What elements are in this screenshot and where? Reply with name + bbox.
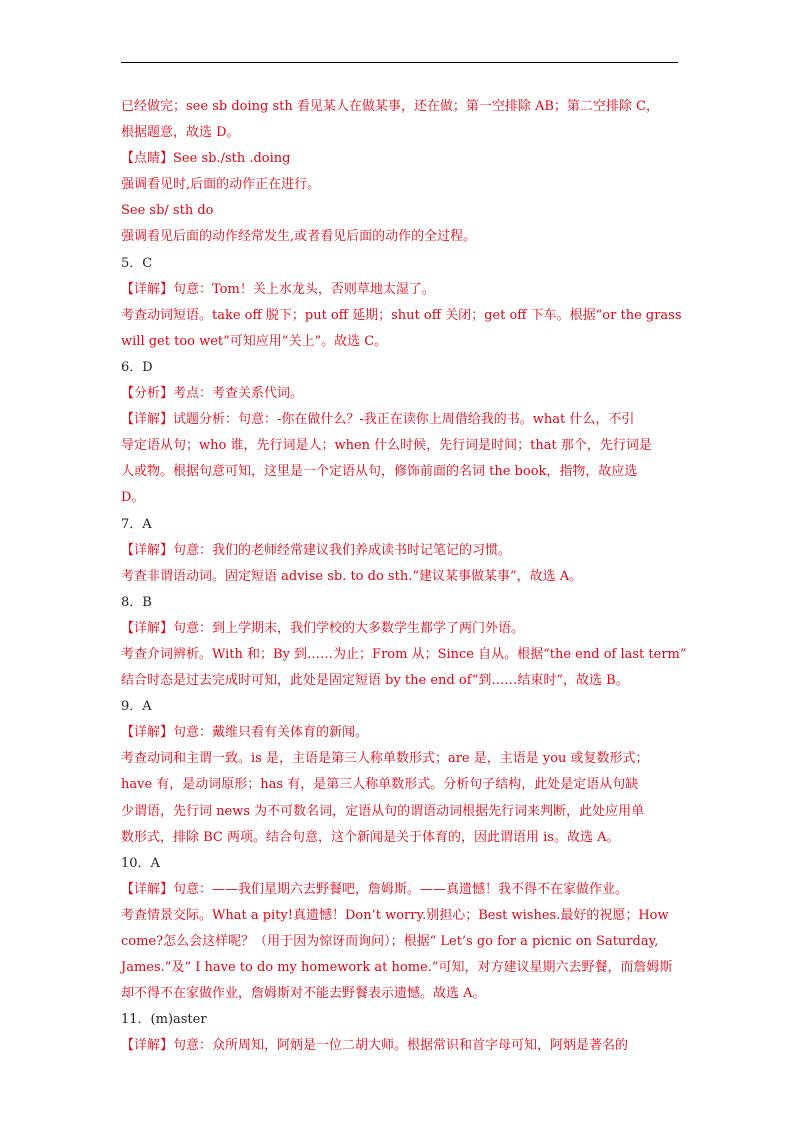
line-text: 却不得不在家做作业，詹姆斯对不能去野餐表示遗憾。故选 A。 bbox=[121, 986, 486, 1002]
line-text: 10．A bbox=[121, 855, 160, 871]
section-tag: 【详解】 bbox=[121, 881, 174, 897]
line-text: 考点：考查关系代词。 bbox=[173, 386, 304, 402]
section-tag: 【点睛】 bbox=[121, 151, 174, 167]
explanation-line bbox=[121, 433, 681, 459]
line-text: See sb./sth .doing bbox=[173, 151, 291, 167]
line-text: 考查情景交际。What a pity!真遗憾！Don’t worry.别担心；Best wishes.最好的祝愿；How bbox=[121, 907, 669, 923]
explanation-line bbox=[121, 929, 681, 955]
line-text: 少谓语，先行词 news 为不可数名词，定语从句的谓语动词根据先行词来判断，此处应用单 bbox=[121, 803, 645, 819]
explanation-line bbox=[121, 146, 681, 172]
section-tag: 【详解】 bbox=[121, 725, 174, 741]
explanation-line bbox=[121, 642, 687, 668]
section-tag: 【详解】 bbox=[121, 1038, 174, 1054]
line-text: 结合时态是过去完成时可知，此处是固定短语 by the end of“到……结束时”，故选 B。 bbox=[121, 673, 629, 689]
line-text: 11．(m)aster bbox=[121, 1012, 207, 1028]
explanation-line bbox=[121, 955, 681, 981]
line-text: 6．D bbox=[121, 359, 153, 375]
explanation-line bbox=[121, 799, 681, 825]
answer-number-line bbox=[121, 1007, 681, 1033]
explanation-line bbox=[121, 172, 681, 198]
line-text: 句意：到上学期末，我们学校的大多数学生都学了两门外语。 bbox=[173, 620, 525, 636]
explanation-line bbox=[121, 407, 681, 433]
explanation-line bbox=[121, 277, 681, 303]
line-text: 已经做完；see sb doing sth 看见某人在做某事，还在做；第一空排除 AB；第二空排除 C， bbox=[121, 99, 660, 114]
line-text: 考查动词和主谓一致。is 是，主语是第三人称单数形式；are 是，主语是 you 或复数形式； bbox=[121, 751, 649, 767]
explanation-line bbox=[121, 981, 681, 1007]
answer-number-line bbox=[121, 355, 681, 381]
line-text: 句意：Tom！关上水龙头，否则草地太湿了。 bbox=[173, 281, 435, 297]
line-text: will get too wet”可知应用“关上”。故选 C。 bbox=[121, 333, 388, 349]
line-text: 根据题意，故选 D。 bbox=[121, 125, 240, 141]
line-text: 7．A bbox=[121, 516, 152, 532]
explanation-line bbox=[121, 485, 681, 511]
answer-number-line bbox=[121, 251, 681, 277]
line-text: 考查非谓语动词。固定短语 advise sb. to do sth.“建议某事做某事”，故选 A。 bbox=[121, 568, 583, 584]
line-text: 强调看见后面的动作经常发生,或者看见后面的动作的全过程。 bbox=[121, 229, 477, 245]
line-text: have 有，是动词原形；has 有，是第三人称单数形式。分析句子结构，此处是定语从句缺 bbox=[121, 777, 639, 793]
line-text: 人或物。根据句意可知，这里是一个定语从句，修饰前面的名词 the book，指物，故应选 bbox=[121, 464, 638, 480]
line-text: 句意：戴维只看有关体育的新闻。 bbox=[173, 725, 369, 741]
line-text: 句意：——我们星期六去野餐吧，詹姆斯。——真遗憾！我不得不在家做作业。 bbox=[173, 881, 629, 897]
explanation-line bbox=[121, 564, 681, 590]
explanation-line bbox=[121, 825, 681, 851]
explanation-line bbox=[121, 720, 681, 746]
line-text: 句意：众所周知，阿炳是一位二胡大师。根据常识和首字母可知，阿炳是著名的 bbox=[173, 1038, 629, 1054]
explanation-line bbox=[121, 329, 681, 355]
answer-number-line bbox=[121, 694, 681, 720]
line-text: D。 bbox=[121, 490, 145, 506]
explanation-line bbox=[121, 746, 681, 772]
line-text: 强调看见时,后面的动作正在进行。 bbox=[121, 177, 321, 193]
explanation-line bbox=[121, 772, 681, 798]
explanation-line bbox=[121, 94, 681, 120]
explanation-line bbox=[121, 381, 681, 407]
explanation-line bbox=[121, 903, 681, 929]
explanation-line bbox=[121, 120, 681, 146]
line-text: 句意：我们的老师经常建议我们养成读书时记笔记的习惯。 bbox=[173, 542, 512, 558]
explanation-line bbox=[121, 303, 681, 329]
section-tag: 【详解】 bbox=[121, 281, 174, 297]
section-tag: 【详解】 bbox=[121, 620, 174, 636]
line-text: 8．B bbox=[121, 594, 152, 610]
line-text: 导定语从句；who 谁，先行词是人；when 什么时候，先行词是时间；that 那个，先行词是 bbox=[121, 438, 652, 454]
section-tag: 【详解】 bbox=[121, 412, 174, 428]
line-text: 5．C bbox=[121, 255, 153, 271]
explanation-line bbox=[121, 459, 681, 485]
document-body bbox=[121, 94, 687, 1059]
line-text: 考查介词辨析。With 和；By 到……为止；From 从；Since 自从。根据“the end of last term” bbox=[121, 646, 687, 662]
line-text: 考查动词短语。take off 脱下；put off 延期；shut off 关闭；get off 下车。根据“or the grass bbox=[121, 307, 682, 323]
section-tag: 【分析】 bbox=[121, 386, 174, 402]
answer-number-line bbox=[121, 590, 681, 616]
explanation-line bbox=[121, 198, 681, 224]
line-text: See sb/ sth do bbox=[121, 203, 214, 219]
explanation-line bbox=[121, 616, 681, 642]
line-text: 试题分析：句意：-你在做什么？-我正在读你上周借给我的书。what 什么，不引 bbox=[173, 412, 635, 428]
explanation-line bbox=[121, 538, 681, 564]
section-tag: 【详解】 bbox=[121, 542, 174, 558]
answer-number-line bbox=[121, 851, 681, 877]
line-text: 9．A bbox=[121, 699, 152, 715]
answer-number-line bbox=[121, 512, 681, 538]
header-rule bbox=[121, 62, 678, 63]
line-text: James.”及“ I have to do my homework at home.”可知，对方建议星期六去野餐，而詹姆斯 bbox=[121, 960, 673, 976]
explanation-line bbox=[121, 877, 681, 903]
explanation-line bbox=[121, 224, 681, 250]
line-text: come?怎么会这样呢？（用于因为惊讶而询问）；根据“ Let’s go for a picnic on Saturday, bbox=[121, 934, 659, 949]
explanation-line bbox=[121, 1033, 681, 1059]
line-text: 数形式，排除 BC 两项。结合句意，这个新闻是关于体育的，因此谓语用 is。故选 A。 bbox=[121, 829, 620, 845]
explanation-line bbox=[121, 668, 681, 694]
